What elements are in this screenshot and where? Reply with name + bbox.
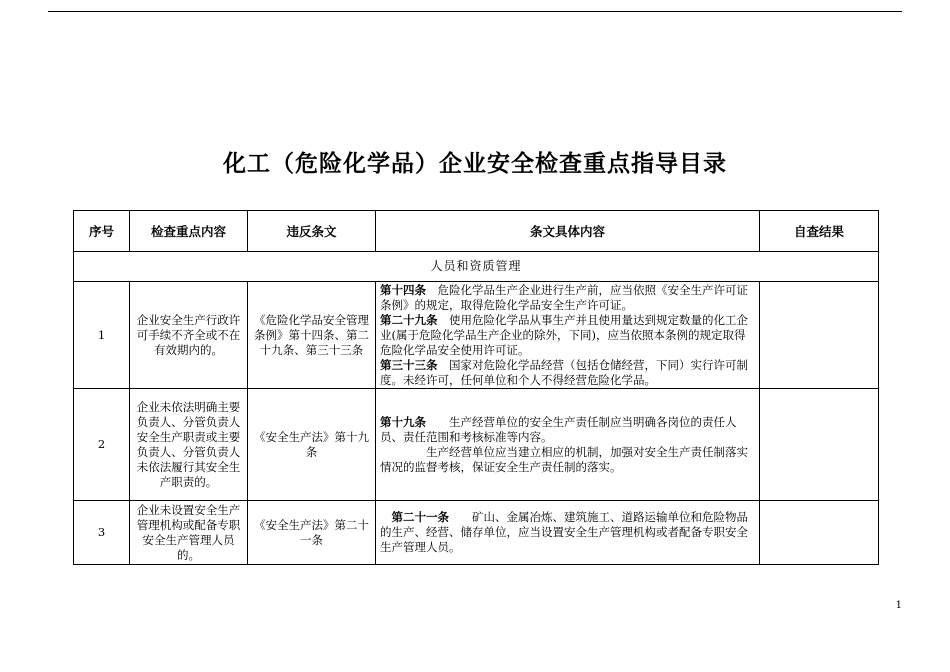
article-number: 第三十三条 (380, 357, 438, 372)
row-no: 2 (74, 389, 130, 501)
row-result (760, 501, 879, 565)
row-content (376, 389, 760, 501)
article-number: 第二十一条 (391, 510, 449, 524)
content-paragraph (380, 358, 755, 388)
section-row (74, 252, 879, 282)
article-number: 第十九条 (380, 414, 426, 429)
content-paragraph (380, 313, 755, 358)
article-number: 第二十九条 (380, 312, 438, 327)
header-content: 条文具体内容 (376, 211, 760, 252)
page-number: 1 (895, 600, 902, 611)
content-paragraph (380, 415, 755, 445)
row-check: 企业安全生产行政许可手续不齐全或不在有效期内的。 (130, 282, 248, 389)
row-clause: 《安全生产法》第十九条 (248, 389, 376, 501)
content-paragraph (380, 510, 755, 555)
content-paragraph (380, 445, 755, 475)
row-check: 企业未设置安全生产管理机构或配备专职安全生产管理人员的。 (130, 501, 248, 565)
top-rule (48, 11, 902, 12)
table-row (74, 501, 879, 565)
article-text: 国家对危险化学品经营（包括仓储经营，下同）实行许可制度。未经许可，任何单位和个人不得经营危险化学品。 (380, 357, 748, 387)
row-no: 3 (74, 501, 130, 565)
row-content (376, 282, 760, 389)
table-header-row (74, 211, 879, 252)
article-text: 矿山、金属冶炼、建筑施工、道路运输单位和危险物品的生产、经营、储存单位，应当设置安全生产管理机构或者配备专职安全生产管理人员。 (380, 510, 748, 554)
header-result: 自查结果 (760, 211, 879, 252)
row-result (760, 282, 879, 389)
table-row (74, 389, 879, 501)
article-text: 使用危险化学品从事生产并且使用量达到规定数量的化工企业(属于危险化学品生产企业的除外，下同)，应当依照本条例的规定取得危险化学品安全使用许可证。 (380, 312, 748, 357)
section-title: 人员和资质管理 (74, 252, 879, 282)
page-title: 化工（危险化学品）企业安全检查重点指导目录 (223, 151, 727, 177)
row-no: 1 (74, 282, 130, 389)
header-no: 序号 (74, 211, 130, 252)
article-text: 生产经营单位的安全生产责任制应当明确各岗位的责任人员、责任范围和考核标准等内容。 (380, 414, 737, 444)
row-result (760, 389, 879, 501)
header-clause: 违反条文 (248, 211, 376, 252)
article-text: 生产经营单位应当建立相应的机制，加强对安全生产责任制落实情况的监督考核，保证安全生产责任制的落实。 (380, 444, 748, 474)
row-check: 企业未依法明确主要负责人、分管负责人安全生产职责或主要负责人、分管负责人未依法履行其安全生产职责的。 (130, 389, 248, 501)
row-clause: 《安全生产法》第二十一条 (248, 501, 376, 565)
row-content (376, 501, 760, 565)
article-text: 危险化学品生产企业进行生产前，应当依照《安全生产许可证条例》的规定，取得危险化学品安全生产许可证。 (380, 282, 748, 312)
row-clause: 《危险化学品安全管理条例》第十四条、第二十九条、第三十三条 (248, 282, 376, 389)
header-check: 检查重点内容 (130, 211, 248, 252)
content-paragraph (380, 283, 755, 313)
inspection-table (73, 210, 879, 565)
article-number: 第十四条 (380, 282, 426, 297)
table-row (74, 282, 879, 389)
